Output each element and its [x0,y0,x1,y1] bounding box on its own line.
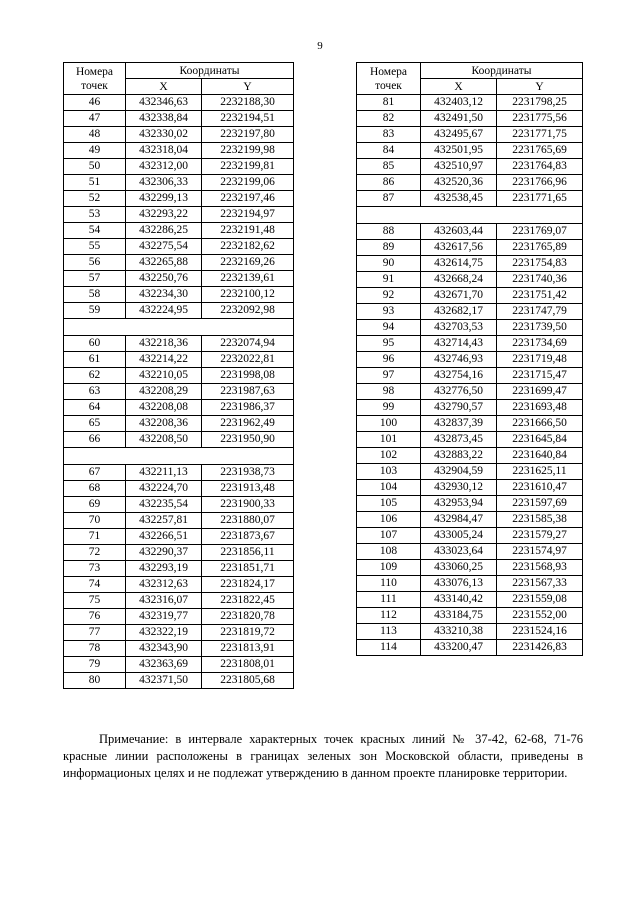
table-row [357,224,583,240]
y-coordinate-cell: 2231610,47 [497,480,583,496]
y-coordinate-cell: 2232182,62 [202,239,294,255]
point-number-cell: 56 [64,255,126,271]
y-coordinate-cell: 2232092,98 [202,303,294,319]
table-row [64,577,294,593]
table-row [64,625,294,641]
point-number-cell: 100 [357,416,421,432]
table-row [357,544,583,560]
y-coordinate-cell: 2231765,89 [497,240,583,256]
table-row [357,272,583,288]
x-coordinate-cell: 432210,05 [126,368,202,384]
x-coordinate-cell: 432257,81 [126,513,202,529]
coordinates-table-left [63,62,294,689]
point-number-cell: 95 [357,336,421,352]
spacer-cell [64,448,294,465]
point-number-cell: 76 [64,609,126,625]
point-number-cell: 102 [357,448,421,464]
point-number-cell: 97 [357,368,421,384]
y-coordinate-cell: 2231524,16 [497,624,583,640]
x-coordinate-cell: 432703,53 [421,320,497,336]
header-y: Y [497,79,583,95]
x-coordinate-cell: 432403,12 [421,95,497,111]
y-coordinate-cell: 2231880,07 [202,513,294,529]
point-number-cell: 67 [64,465,126,481]
y-coordinate-cell: 2231747,79 [497,304,583,320]
x-coordinate-cell: 432316,07 [126,593,202,609]
table-row [357,352,583,368]
point-number-cell: 62 [64,368,126,384]
x-coordinate-cell: 432211,13 [126,465,202,481]
x-coordinate-cell: 433210,38 [421,624,497,640]
page-number: 9 [317,40,323,52]
point-number-cell: 91 [357,272,421,288]
table-row [357,528,583,544]
x-coordinate-cell: 432234,30 [126,287,202,303]
x-coordinate-cell: 433140,42 [421,592,497,608]
y-coordinate-cell: 2232199,98 [202,143,294,159]
table-row [357,624,583,640]
point-number-cell: 94 [357,320,421,336]
table-row [64,143,294,159]
table-spacer-row [357,207,583,224]
x-coordinate-cell: 432790,57 [421,400,497,416]
point-number-cell: 101 [357,432,421,448]
point-number-cell: 106 [357,512,421,528]
point-number-cell: 89 [357,240,421,256]
y-coordinate-cell: 2231986,37 [202,400,294,416]
x-coordinate-cell: 432275,54 [126,239,202,255]
y-coordinate-cell: 2231962,49 [202,416,294,432]
point-number-cell: 96 [357,352,421,368]
y-coordinate-cell: 2232197,80 [202,127,294,143]
x-coordinate-cell: 432603,44 [421,224,497,240]
table-row [64,481,294,497]
x-coordinate-cell: 432953,94 [421,496,497,512]
point-number-cell: 46 [64,95,126,111]
point-number-cell: 49 [64,143,126,159]
table-row [64,657,294,673]
point-number-cell: 63 [64,384,126,400]
x-coordinate-cell: 432224,95 [126,303,202,319]
point-number-cell: 110 [357,576,421,592]
table-row [64,384,294,400]
x-coordinate-cell: 432235,54 [126,497,202,513]
table-spacer-row [64,448,294,465]
y-coordinate-cell: 2231640,84 [497,448,583,464]
point-number-cell: 69 [64,497,126,513]
x-coordinate-cell: 433200,47 [421,640,497,656]
point-number-cell: 82 [357,111,421,127]
table-row [64,561,294,577]
y-coordinate-cell: 2231715,47 [497,368,583,384]
header-y: Y [202,79,294,95]
point-number-cell: 58 [64,287,126,303]
table-row [64,111,294,127]
x-coordinate-cell: 432495,67 [421,127,497,143]
table-row [64,336,294,352]
y-coordinate-cell: 2231734,69 [497,336,583,352]
table-row [64,271,294,287]
table-row [64,641,294,657]
table-row [357,496,583,512]
point-number-cell: 73 [64,561,126,577]
y-coordinate-cell: 2231426,83 [497,640,583,656]
y-coordinate-cell: 2231579,27 [497,528,583,544]
y-coordinate-cell: 2231822,45 [202,593,294,609]
y-coordinate-cell: 2232199,81 [202,159,294,175]
table-row [357,240,583,256]
table-row [357,432,583,448]
x-coordinate-cell: 432218,36 [126,336,202,352]
y-coordinate-cell: 2231597,69 [497,496,583,512]
point-number-cell: 90 [357,256,421,272]
point-number-cell: 86 [357,175,421,191]
y-coordinate-cell: 2231740,36 [497,272,583,288]
table-row [64,545,294,561]
point-number-cell: 61 [64,352,126,368]
y-coordinate-cell: 2232188,30 [202,95,294,111]
table-row [64,191,294,207]
table-row [357,416,583,432]
spacer-cell [64,319,294,336]
y-coordinate-cell: 2231585,38 [497,512,583,528]
y-coordinate-cell: 2232100,12 [202,287,294,303]
table-row [357,480,583,496]
x-coordinate-cell: 432343,90 [126,641,202,657]
y-coordinate-cell: 2231824,17 [202,577,294,593]
table-row [64,529,294,545]
point-number-cell: 57 [64,271,126,287]
table-row [357,400,583,416]
point-number-cell: 48 [64,127,126,143]
point-number-cell: 87 [357,191,421,207]
point-number-cell: 60 [64,336,126,352]
x-coordinate-cell: 432614,75 [421,256,497,272]
table-row [357,512,583,528]
point-number-cell: 88 [357,224,421,240]
x-coordinate-cell: 433060,25 [421,560,497,576]
point-number-cell: 70 [64,513,126,529]
y-coordinate-cell: 2232194,51 [202,111,294,127]
y-coordinate-cell: 2231798,25 [497,95,583,111]
point-number-cell: 92 [357,288,421,304]
x-coordinate-cell: 432671,70 [421,288,497,304]
y-coordinate-cell: 2232022,81 [202,352,294,368]
y-coordinate-cell: 2231751,42 [497,288,583,304]
table-row [357,143,583,159]
x-coordinate-cell: 432208,08 [126,400,202,416]
table-row [64,673,294,689]
table-row [357,336,583,352]
y-coordinate-cell: 2231559,08 [497,592,583,608]
point-number-cell: 52 [64,191,126,207]
table-row [64,368,294,384]
x-coordinate-cell: 432208,50 [126,432,202,448]
table-row [357,448,583,464]
point-number-cell: 53 [64,207,126,223]
x-coordinate-cell: 432668,24 [421,272,497,288]
x-coordinate-cell: 433184,75 [421,608,497,624]
x-coordinate-cell: 432501,95 [421,143,497,159]
x-coordinate-cell: 433076,13 [421,576,497,592]
point-number-cell: 51 [64,175,126,191]
header-x: X [421,79,497,95]
y-coordinate-cell: 2231913,48 [202,481,294,497]
point-number-cell: 83 [357,127,421,143]
y-coordinate-cell: 2231805,68 [202,673,294,689]
table-row [357,175,583,191]
table-row [357,592,583,608]
x-coordinate-cell: 432224,70 [126,481,202,497]
y-coordinate-cell: 2231765,69 [497,143,583,159]
y-coordinate-cell: 2231754,83 [497,256,583,272]
x-coordinate-cell: 432208,29 [126,384,202,400]
x-coordinate-cell: 432346,63 [126,95,202,111]
x-coordinate-cell: 432520,36 [421,175,497,191]
point-number-cell: 75 [64,593,126,609]
x-coordinate-cell: 432338,84 [126,111,202,127]
y-coordinate-cell: 2231771,65 [497,191,583,207]
point-number-cell: 79 [64,657,126,673]
x-coordinate-cell: 432837,39 [421,416,497,432]
y-coordinate-cell: 2232199,06 [202,175,294,191]
table-row [64,352,294,368]
table-row [357,304,583,320]
table-row [64,416,294,432]
y-coordinate-cell: 2232197,46 [202,191,294,207]
point-number-cell: 80 [64,673,126,689]
y-coordinate-cell: 2231693,48 [497,400,583,416]
table-row [357,320,583,336]
point-number-cell: 111 [357,592,421,608]
x-coordinate-cell: 432293,19 [126,561,202,577]
point-number-cell: 113 [357,624,421,640]
x-coordinate-cell: 432984,47 [421,512,497,528]
table-row [64,432,294,448]
y-coordinate-cell: 2231771,75 [497,127,583,143]
x-coordinate-cell: 432491,50 [421,111,497,127]
x-coordinate-cell: 433005,24 [421,528,497,544]
x-coordinate-cell: 432363,69 [126,657,202,673]
point-number-cell: 98 [357,384,421,400]
x-coordinate-cell: 432208,36 [126,416,202,432]
point-number-cell: 66 [64,432,126,448]
y-coordinate-cell: 2231873,67 [202,529,294,545]
table-row [357,384,583,400]
y-coordinate-cell: 2232194,97 [202,207,294,223]
table-row [64,593,294,609]
header-point-number: Номера точек [64,63,126,95]
table-row [64,127,294,143]
point-number-cell: 84 [357,143,421,159]
table-row [357,464,583,480]
table-row [357,608,583,624]
note-paragraph [63,731,583,782]
point-number-cell: 81 [357,95,421,111]
point-number-cell: 77 [64,625,126,641]
x-coordinate-cell: 432265,88 [126,255,202,271]
point-number-cell: 114 [357,640,421,656]
table-row [64,159,294,175]
y-coordinate-cell: 2231764,83 [497,159,583,175]
y-coordinate-cell: 2231769,07 [497,224,583,240]
x-coordinate-cell: 432299,13 [126,191,202,207]
table-row [64,175,294,191]
y-coordinate-cell: 2231856,11 [202,545,294,561]
point-number-cell: 47 [64,111,126,127]
x-coordinate-cell: 432319,77 [126,609,202,625]
y-coordinate-cell: 2231998,08 [202,368,294,384]
x-coordinate-cell: 432250,76 [126,271,202,287]
y-coordinate-cell: 2231813,91 [202,641,294,657]
x-coordinate-cell: 432883,22 [421,448,497,464]
y-coordinate-cell: 2231987,63 [202,384,294,400]
x-coordinate-cell: 432930,12 [421,480,497,496]
point-number-cell: 59 [64,303,126,319]
table-row [357,576,583,592]
x-coordinate-cell: 432371,50 [126,673,202,689]
note-text: Примечание: в интервале характерных точек красных линий № 37-42, 62-68, 71-76 красные линии расположены в границах зеленых зон Московской области, приведены в информационых целях и не подлежат утверждению в данном проекте планировке территории. [63,732,583,780]
x-coordinate-cell: 432754,16 [421,368,497,384]
y-coordinate-cell: 2231699,47 [497,384,583,400]
y-coordinate-cell: 2232169,26 [202,255,294,271]
coordinates-table-right [356,62,583,656]
table-row [64,465,294,481]
x-coordinate-cell: 432312,00 [126,159,202,175]
header-point-number: Номера точек [357,63,421,95]
x-coordinate-cell: 433023,64 [421,544,497,560]
table-row [357,111,583,127]
table-row [64,239,294,255]
x-coordinate-cell: 432286,25 [126,223,202,239]
x-coordinate-cell: 432873,45 [421,432,497,448]
y-coordinate-cell: 2231739,50 [497,320,583,336]
point-number-cell: 64 [64,400,126,416]
point-number-cell: 112 [357,608,421,624]
x-coordinate-cell: 432330,02 [126,127,202,143]
table-row [64,287,294,303]
y-coordinate-cell: 2231950,90 [202,432,294,448]
y-coordinate-cell: 2231552,00 [497,608,583,624]
table-row [357,256,583,272]
x-coordinate-cell: 432538,45 [421,191,497,207]
table-row [64,303,294,319]
point-number-cell: 72 [64,545,126,561]
y-coordinate-cell: 2231775,56 [497,111,583,127]
y-coordinate-cell: 2231567,33 [497,576,583,592]
y-coordinate-cell: 2231851,71 [202,561,294,577]
point-number-cell: 71 [64,529,126,545]
table-row [357,640,583,656]
x-coordinate-cell: 432318,04 [126,143,202,159]
point-number-cell: 103 [357,464,421,480]
table-row [64,207,294,223]
point-number-cell: 68 [64,481,126,497]
point-number-cell: 109 [357,560,421,576]
point-number-cell: 99 [357,400,421,416]
y-coordinate-cell: 2231666,50 [497,416,583,432]
point-number-cell: 55 [64,239,126,255]
y-coordinate-cell: 2231820,78 [202,609,294,625]
y-coordinate-cell: 2231645,84 [497,432,583,448]
x-coordinate-cell: 432312,63 [126,577,202,593]
header-x: X [126,79,202,95]
x-coordinate-cell: 432617,56 [421,240,497,256]
point-number-cell: 93 [357,304,421,320]
x-coordinate-cell: 432746,93 [421,352,497,368]
table-row [357,127,583,143]
y-coordinate-cell: 2231568,93 [497,560,583,576]
x-coordinate-cell: 432306,33 [126,175,202,191]
table-row [64,497,294,513]
x-coordinate-cell: 432714,43 [421,336,497,352]
table-spacer-row [64,319,294,336]
point-number-cell: 105 [357,496,421,512]
table-row [64,95,294,111]
x-coordinate-cell: 432510,97 [421,159,497,175]
y-coordinate-cell: 2231808,01 [202,657,294,673]
x-coordinate-cell: 432904,59 [421,464,497,480]
table-row [357,368,583,384]
point-number-cell: 65 [64,416,126,432]
spacer-cell [357,207,583,224]
y-coordinate-cell: 2231938,73 [202,465,294,481]
y-coordinate-cell: 2232191,48 [202,223,294,239]
point-number-cell: 50 [64,159,126,175]
x-coordinate-cell: 432266,51 [126,529,202,545]
y-coordinate-cell: 2231900,33 [202,497,294,513]
y-coordinate-cell: 2231766,96 [497,175,583,191]
x-coordinate-cell: 432214,22 [126,352,202,368]
table-row [357,191,583,207]
table-row [64,513,294,529]
table-row [64,255,294,271]
header-coordinates: Координаты [126,63,294,79]
x-coordinate-cell: 432682,17 [421,304,497,320]
table-row [64,400,294,416]
point-number-cell: 104 [357,480,421,496]
x-coordinate-cell: 432776,50 [421,384,497,400]
y-coordinate-cell: 2231819,72 [202,625,294,641]
point-number-cell: 54 [64,223,126,239]
y-coordinate-cell: 2231574,97 [497,544,583,560]
point-number-cell: 78 [64,641,126,657]
table-row [357,288,583,304]
table-row [64,223,294,239]
point-number-cell: 108 [357,544,421,560]
y-coordinate-cell: 2232074,94 [202,336,294,352]
y-coordinate-cell: 2232139,61 [202,271,294,287]
y-coordinate-cell: 2231719,48 [497,352,583,368]
table-row [357,95,583,111]
x-coordinate-cell: 432290,37 [126,545,202,561]
header-coordinates: Координаты [421,63,583,79]
table-row [64,609,294,625]
point-number-cell: 107 [357,528,421,544]
table-row [357,560,583,576]
y-coordinate-cell: 2231625,11 [497,464,583,480]
x-coordinate-cell: 432293,22 [126,207,202,223]
point-number-cell: 85 [357,159,421,175]
table-row [357,159,583,175]
point-number-cell: 74 [64,577,126,593]
x-coordinate-cell: 432322,19 [126,625,202,641]
